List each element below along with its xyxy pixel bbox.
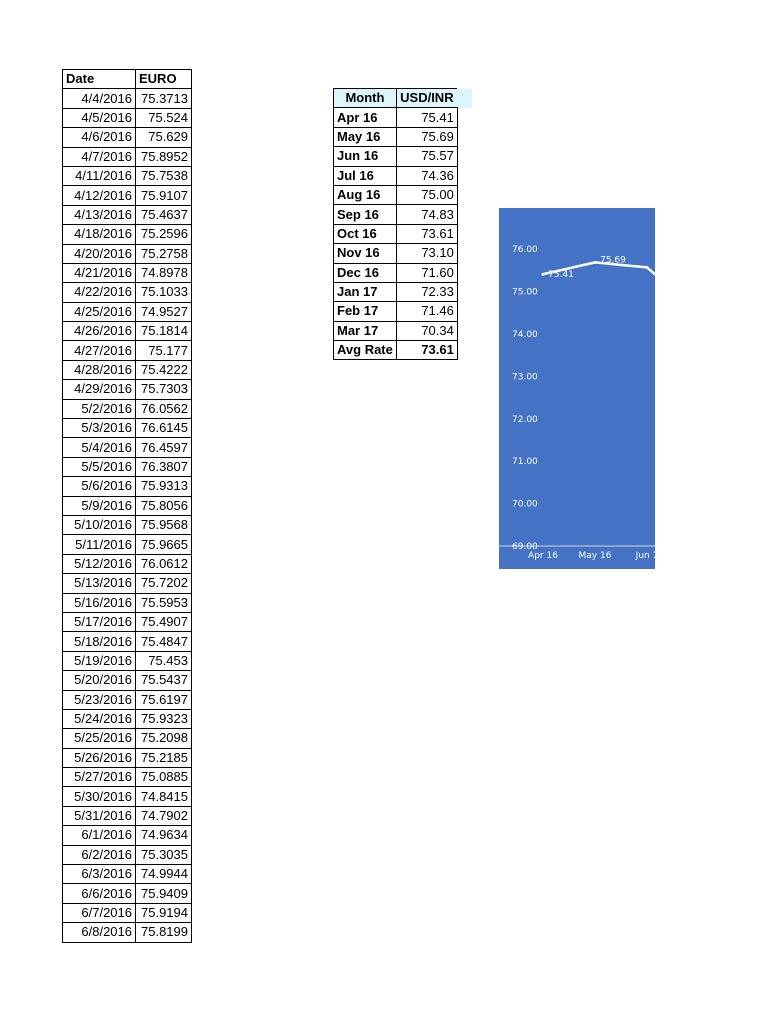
euro-value-cell[interactable]: 76.4597 bbox=[136, 438, 192, 457]
month-cell[interactable]: Aug 16 bbox=[334, 185, 397, 204]
euro-table-row bbox=[63, 690, 192, 709]
data-point[interactable] bbox=[594, 261, 597, 264]
euro-value-cell[interactable]: 75.8952 bbox=[136, 147, 192, 166]
usd-inr-rate-cell[interactable]: 70.34 bbox=[396, 321, 457, 340]
euro-value-cell[interactable]: 75.9409 bbox=[136, 884, 192, 903]
euro-table-row bbox=[63, 89, 192, 108]
euro-value-cell[interactable]: 74.7902 bbox=[136, 806, 192, 825]
data-label: 75.69 bbox=[600, 255, 626, 266]
date-cell[interactable]: 5/6/2016 bbox=[63, 477, 136, 496]
euro-table-row bbox=[63, 360, 192, 379]
date-cell[interactable]: 5/23/2016 bbox=[63, 690, 136, 709]
month-cell[interactable]: Oct 16 bbox=[334, 224, 397, 243]
euro-column-header[interactable]: EURO bbox=[136, 70, 192, 89]
y-tick-label: 74.00 bbox=[512, 330, 538, 340]
date-cell[interactable]: 5/3/2016 bbox=[63, 419, 136, 438]
date-cell[interactable]: 5/17/2016 bbox=[63, 612, 136, 631]
date-cell[interactable]: 4/5/2016 bbox=[63, 108, 136, 127]
euro-rate-table bbox=[62, 69, 192, 943]
y-tick-label: 69.00 bbox=[512, 542, 538, 552]
date-cell[interactable]: 5/13/2016 bbox=[63, 574, 136, 593]
date-cell[interactable]: 5/27/2016 bbox=[63, 768, 136, 787]
euro-table-row bbox=[63, 671, 192, 690]
euro-value-cell[interactable]: 75.9313 bbox=[136, 477, 192, 496]
euro-value-cell[interactable]: 75.3713 bbox=[136, 89, 192, 108]
euro-table-row bbox=[63, 845, 192, 864]
euro-table-row bbox=[63, 341, 192, 360]
date-cell[interactable]: 4/20/2016 bbox=[63, 244, 136, 263]
euro-table-row bbox=[63, 496, 192, 515]
euro-table-row bbox=[63, 787, 192, 806]
euro-table-row bbox=[63, 205, 192, 224]
euro-table-row bbox=[63, 709, 192, 728]
data-point[interactable] bbox=[646, 266, 649, 269]
euro-value-cell[interactable]: 75.4222 bbox=[136, 360, 192, 379]
date-cell[interactable]: 5/30/2016 bbox=[63, 787, 136, 806]
fx-table-row bbox=[334, 166, 473, 185]
usd-inr-line-chart[interactable] bbox=[499, 208, 659, 569]
euro-table-row bbox=[63, 535, 192, 554]
euro-table-row bbox=[63, 108, 192, 127]
euro-table-row bbox=[63, 225, 192, 244]
euro-value-cell[interactable]: 74.9944 bbox=[136, 865, 192, 884]
euro-value-cell[interactable]: 75.0885 bbox=[136, 768, 192, 787]
y-tick-label: 72.00 bbox=[512, 414, 538, 425]
euro-table-row bbox=[63, 263, 192, 282]
month-cell[interactable]: Nov 16 bbox=[334, 244, 397, 263]
date-cell[interactable]: 5/25/2016 bbox=[63, 729, 136, 748]
y-tick-label: 76.00 bbox=[512, 245, 538, 256]
euro-value-cell[interactable]: 75.9194 bbox=[136, 903, 192, 922]
date-cell[interactable]: 4/4/2016 bbox=[63, 89, 136, 108]
date-cell[interactable]: 5/31/2016 bbox=[63, 806, 136, 825]
euro-table-row bbox=[63, 147, 192, 166]
euro-value-cell[interactable]: 75.7303 bbox=[136, 380, 192, 399]
euro-value-cell[interactable]: 75.629 bbox=[136, 128, 192, 147]
date-column-header[interactable]: Date bbox=[63, 70, 136, 89]
y-tick-label: 75.00 bbox=[512, 287, 538, 298]
x-tick-label: May 16 bbox=[578, 551, 612, 561]
euro-table-row bbox=[63, 826, 192, 845]
euro-table-row bbox=[63, 477, 192, 496]
date-cell[interactable]: 4/25/2016 bbox=[63, 302, 136, 321]
usd-inr-rate-cell[interactable]: 75.41 bbox=[396, 108, 457, 127]
euro-value-cell[interactable]: 76.3807 bbox=[136, 457, 192, 476]
date-cell[interactable]: 6/8/2016 bbox=[63, 923, 136, 942]
euro-table-row bbox=[63, 438, 192, 457]
avg-rate-value[interactable]: 73.61 bbox=[396, 341, 457, 360]
usd-inr-rate-cell[interactable]: 75.69 bbox=[396, 127, 457, 146]
month-cell[interactable]: May 16 bbox=[334, 127, 397, 146]
euro-table-row bbox=[63, 515, 192, 534]
euro-value-cell[interactable]: 75.524 bbox=[136, 108, 192, 127]
euro-value-cell[interactable]: 75.4907 bbox=[136, 612, 192, 631]
date-cell[interactable]: 5/2/2016 bbox=[63, 399, 136, 418]
data-label: 75.41 bbox=[548, 270, 574, 281]
fx-table-row bbox=[334, 302, 473, 321]
usd-inr-rate-cell[interactable]: 71.60 bbox=[396, 263, 457, 282]
chart-canvas bbox=[499, 208, 659, 569]
usd-inr-rate-cell[interactable]: 73.10 bbox=[396, 244, 457, 263]
y-tick-label: 71.00 bbox=[512, 457, 538, 468]
euro-table-row bbox=[63, 865, 192, 884]
euro-table-row bbox=[63, 574, 192, 593]
x-tick-label: Apr 16 bbox=[528, 551, 558, 561]
euro-value-cell[interactable]: 75.2596 bbox=[136, 225, 192, 244]
date-cell[interactable]: 6/6/2016 bbox=[63, 884, 136, 903]
euro-value-cell[interactable]: 75.8199 bbox=[136, 923, 192, 942]
month-cell[interactable]: Jul 16 bbox=[334, 166, 397, 185]
date-cell[interactable]: 6/3/2016 bbox=[63, 865, 136, 884]
euro-value-cell[interactable]: 76.6145 bbox=[136, 419, 192, 438]
euro-table-row bbox=[63, 768, 192, 787]
average-rate-row bbox=[334, 341, 473, 360]
fx-table-row bbox=[334, 282, 473, 301]
date-cell[interactable]: 5/24/2016 bbox=[63, 709, 136, 728]
date-cell[interactable]: 4/18/2016 bbox=[63, 225, 136, 244]
euro-value-cell[interactable]: 75.177 bbox=[136, 341, 192, 360]
fx-table-row bbox=[334, 321, 473, 340]
euro-table-row bbox=[63, 884, 192, 903]
euro-table-row bbox=[63, 399, 192, 418]
euro-value-cell[interactable]: 74.8415 bbox=[136, 787, 192, 806]
date-cell[interactable]: 5/16/2016 bbox=[63, 593, 136, 612]
y-tick-label: 73.00 bbox=[512, 372, 538, 383]
usd-inr-rate-cell[interactable]: 75.00 bbox=[396, 185, 457, 204]
euro-value-cell[interactable]: 75.8056 bbox=[136, 496, 192, 515]
date-cell[interactable]: 5/11/2016 bbox=[63, 535, 136, 554]
date-cell[interactable]: 5/19/2016 bbox=[63, 651, 136, 670]
euro-table-row bbox=[63, 128, 192, 147]
date-cell[interactable]: 4/26/2016 bbox=[63, 322, 136, 341]
usd-inr-column-header[interactable]: USD/INR bbox=[396, 89, 457, 108]
fx-table-header-row bbox=[334, 89, 473, 108]
euro-value-cell[interactable]: 74.9527 bbox=[136, 302, 192, 321]
euro-value-cell[interactable]: 75.1033 bbox=[136, 283, 192, 302]
euro-value-cell[interactable]: 74.9634 bbox=[136, 826, 192, 845]
euro-value-cell[interactable]: 75.4847 bbox=[136, 632, 192, 651]
usd-inr-rate-cell[interactable]: 74.36 bbox=[396, 166, 457, 185]
euro-table-row bbox=[63, 554, 192, 573]
month-cell[interactable]: Jun 16 bbox=[334, 147, 397, 166]
date-cell[interactable]: 5/9/2016 bbox=[63, 496, 136, 515]
euro-value-cell[interactable]: 75.9568 bbox=[136, 515, 192, 534]
euro-table-row bbox=[63, 806, 192, 825]
date-cell[interactable]: 5/18/2016 bbox=[63, 632, 136, 651]
fx-table-row bbox=[334, 127, 473, 146]
usd-inr-rate-cell[interactable]: 71.46 bbox=[396, 302, 457, 321]
date-cell[interactable]: 4/6/2016 bbox=[63, 128, 136, 147]
euro-value-cell[interactable]: 75.9665 bbox=[136, 535, 192, 554]
month-cell[interactable]: Apr 16 bbox=[334, 108, 397, 127]
header-fill-cell bbox=[457, 89, 472, 108]
usd-inr-rate-cell[interactable]: 75.57 bbox=[396, 147, 457, 166]
date-cell[interactable]: 6/2/2016 bbox=[63, 845, 136, 864]
euro-table-row bbox=[63, 903, 192, 922]
euro-value-cell[interactable]: 74.8978 bbox=[136, 263, 192, 282]
date-cell[interactable]: 5/20/2016 bbox=[63, 671, 136, 690]
fx-table-row bbox=[334, 224, 473, 243]
euro-table-row bbox=[63, 593, 192, 612]
avg-rate-label[interactable]: Avg Rate bbox=[334, 341, 397, 360]
euro-table-row bbox=[63, 186, 192, 205]
euro-table-row bbox=[63, 748, 192, 767]
euro-table-row bbox=[63, 419, 192, 438]
euro-value-cell[interactable]: 75.9323 bbox=[136, 709, 192, 728]
euro-table-row bbox=[63, 302, 192, 321]
date-cell[interactable]: 6/1/2016 bbox=[63, 826, 136, 845]
euro-value-cell[interactable]: 75.1814 bbox=[136, 322, 192, 341]
euro-value-cell[interactable]: 75.7538 bbox=[136, 166, 192, 185]
usd-inr-rate-cell[interactable]: 72.33 bbox=[396, 282, 457, 301]
x-tick-label: Jun 1 bbox=[635, 551, 659, 561]
date-cell[interactable]: 4/11/2016 bbox=[63, 166, 136, 185]
date-cell[interactable]: 4/29/2016 bbox=[63, 380, 136, 399]
fx-table-row bbox=[334, 205, 473, 224]
fx-table-row bbox=[334, 185, 473, 204]
usd-inr-rate-cell[interactable]: 74.83 bbox=[396, 205, 457, 224]
euro-value-cell[interactable]: 75.4637 bbox=[136, 205, 192, 224]
fx-table-row bbox=[334, 244, 473, 263]
euro-value-cell[interactable]: 75.2098 bbox=[136, 729, 192, 748]
euro-table-row bbox=[63, 632, 192, 651]
euro-table-header-row bbox=[63, 70, 192, 89]
date-cell[interactable]: 5/5/2016 bbox=[63, 457, 136, 476]
euro-table-row bbox=[63, 166, 192, 185]
date-cell[interactable]: 5/4/2016 bbox=[63, 438, 136, 457]
date-cell[interactable]: 4/13/2016 bbox=[63, 205, 136, 224]
date-cell[interactable]: 5/10/2016 bbox=[63, 515, 136, 534]
date-cell[interactable]: 4/21/2016 bbox=[63, 263, 136, 282]
euro-value-cell[interactable]: 75.3035 bbox=[136, 845, 192, 864]
data-point[interactable] bbox=[542, 273, 545, 276]
euro-value-cell[interactable]: 75.6197 bbox=[136, 690, 192, 709]
euro-table-row bbox=[63, 322, 192, 341]
y-tick-label: 70.00 bbox=[512, 499, 538, 510]
euro-value-cell[interactable]: 75.5953 bbox=[136, 593, 192, 612]
euro-table-row bbox=[63, 244, 192, 263]
date-cell[interactable]: 4/7/2016 bbox=[63, 147, 136, 166]
euro-table-row bbox=[63, 923, 192, 942]
euro-value-cell[interactable]: 76.0562 bbox=[136, 399, 192, 418]
month-column-header[interactable]: Month bbox=[334, 89, 397, 108]
euro-table-row bbox=[63, 651, 192, 670]
month-cell[interactable]: Sep 16 bbox=[334, 205, 397, 224]
euro-value-cell[interactable]: 75.2758 bbox=[136, 244, 192, 263]
date-cell[interactable]: 5/12/2016 bbox=[63, 554, 136, 573]
month-cell[interactable]: Mar 17 bbox=[334, 321, 397, 340]
euro-value-cell[interactable]: 75.5437 bbox=[136, 671, 192, 690]
euro-value-cell[interactable]: 75.2185 bbox=[136, 748, 192, 767]
fx-table-row bbox=[334, 147, 473, 166]
euro-value-cell[interactable]: 75.9107 bbox=[136, 186, 192, 205]
usd-inr-monthly-table bbox=[333, 88, 473, 360]
euro-value-cell[interactable]: 75.453 bbox=[136, 651, 192, 670]
month-cell[interactable]: Dec 16 bbox=[334, 263, 397, 282]
euro-value-cell[interactable]: 76.0612 bbox=[136, 554, 192, 573]
date-cell[interactable]: 4/22/2016 bbox=[63, 283, 136, 302]
date-cell[interactable]: 4/27/2016 bbox=[63, 341, 136, 360]
euro-table-row bbox=[63, 457, 192, 476]
euro-table-row bbox=[63, 729, 192, 748]
euro-table-row bbox=[63, 380, 192, 399]
euro-table-row bbox=[63, 612, 192, 631]
fx-table-row bbox=[334, 108, 473, 127]
usd-inr-rate-cell[interactable]: 73.61 bbox=[396, 224, 457, 243]
date-cell[interactable]: 5/26/2016 bbox=[63, 748, 136, 767]
fx-table-row bbox=[334, 263, 473, 282]
date-cell[interactable]: 6/7/2016 bbox=[63, 903, 136, 922]
euro-value-cell[interactable]: 75.7202 bbox=[136, 574, 192, 593]
euro-table-row bbox=[63, 283, 192, 302]
date-cell[interactable]: 4/12/2016 bbox=[63, 186, 136, 205]
date-cell[interactable]: 4/28/2016 bbox=[63, 360, 136, 379]
month-cell[interactable]: Feb 17 bbox=[334, 302, 397, 321]
month-cell[interactable]: Jan 17 bbox=[334, 282, 397, 301]
